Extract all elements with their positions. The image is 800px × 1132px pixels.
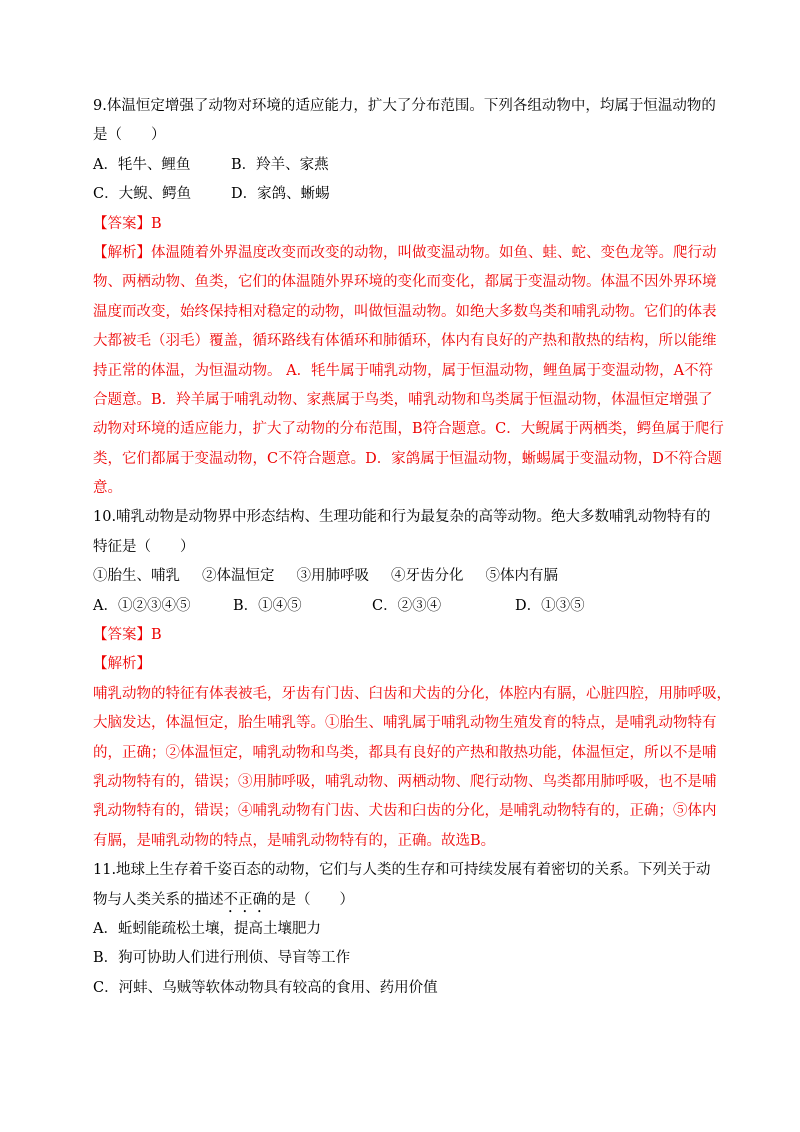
q9-analysis-text: 体温随着外界温度改变而改变的动物，叫做变温动物。如鱼、蛙、蛇、变色龙等。爬行动 bbox=[151, 244, 717, 261]
q10-analysis-line-6: 有膈，是哺乳动物的特点，是哺乳动物特有的，正确。故选B。 bbox=[93, 832, 496, 849]
q11-option-b: B．狗可协助人们进行刑侦、导盲等工作 bbox=[93, 950, 351, 967]
q10-statement-4: ④牙齿分化 bbox=[391, 568, 464, 585]
q11-option-c: C．河蚌、乌贼等软体动物具有较高的食用、药用价值 bbox=[93, 979, 438, 996]
q9-stem-line-1: 9.体温恒定增强了动物对环境的适应能力，扩大了分布范围。下列各组动物中，均属于恒温动物的 bbox=[93, 98, 716, 114]
q9-analysis-line-9: 意。 bbox=[93, 480, 122, 497]
q9-analysis-line-5: 持正常的体温，为恒温动物。 A．牦牛属于哺乳动物，属于恒温动物，鲤鱼属于变温动物，A不符 bbox=[93, 362, 714, 379]
q10-option-a: A．①②③④⑤ bbox=[93, 597, 191, 614]
q9-options-row-2 bbox=[93, 180, 733, 209]
q10-answer-tag: 【答案】 bbox=[93, 627, 151, 644]
q9-analysis-line-7: 动物对环境的适应能力，扩大了动物的分布范围，B符合题意。C．大鲵属于两栖类，鳄鱼属于爬行 bbox=[93, 421, 724, 438]
q9-analysis-line-1 bbox=[93, 239, 733, 268]
q10-answer bbox=[93, 621, 733, 650]
q9-stem-line-2: 是（ ） bbox=[93, 127, 166, 144]
q11-option-a: A．蚯蚓能疏松土壤，提高土壤肥力 bbox=[93, 920, 321, 937]
q10-analysis-tag: 【解析】 bbox=[93, 656, 151, 673]
q9-answer bbox=[93, 210, 733, 239]
q10-analysis-line-1: 哺乳动物的特征有体表被毛，牙齿有门齿、臼齿和犬齿的分化，体腔内有膈，心脏四腔，用肺呼吸， bbox=[93, 685, 731, 702]
q9-analysis-line-2: 物、两栖动物、鱼类，它们的体温随外界环境的变化而变化，都属于变温动物。体温不因外界环境 bbox=[93, 274, 717, 291]
q10-option-c: C．②③④ bbox=[372, 597, 442, 614]
q9-answer-tag: 【答案】 bbox=[93, 215, 151, 232]
q10-analysis-line-2: 大脑发达，体温恒定，胎生哺乳等。①胎生、哺乳属于哺乳动物生殖发育的特点，是哺乳动物特有 bbox=[93, 715, 717, 732]
q11-stem-line-2 bbox=[93, 886, 733, 915]
q10-statement-3: ③用肺呼吸 bbox=[296, 568, 369, 585]
q9-answer-value: B bbox=[151, 215, 162, 232]
q10-statements bbox=[93, 562, 733, 591]
q9-option-a: A．牦牛、鲤鱼 bbox=[93, 156, 191, 173]
q10-stem-line-2: 特征是（ ） bbox=[93, 538, 195, 555]
document-page bbox=[93, 92, 733, 1003]
q9-analysis-line-8: 类，它们都属于变温动物，C不符合题意。D．家鸽属于恒温动物，蜥蜴属于变温动物，D不符合题 bbox=[93, 450, 722, 467]
q10-analysis-line-3: 的，正确；②体温恒定，哺乳动物和鸟类，都具有良好的产热和散热功能，体温恒定，所以不是哺 bbox=[93, 744, 717, 761]
q9-option-b: B．羚羊、家燕 bbox=[231, 156, 329, 173]
q10-statement-1: ①胎生、哺乳 bbox=[93, 568, 180, 585]
q10-option-b: B．①④⑤ bbox=[233, 597, 302, 614]
q11-stem-post: 的是（ ） bbox=[267, 891, 354, 908]
q10-option-d: D．①③⑤ bbox=[515, 597, 585, 614]
q10-statement-2: ②体温恒定 bbox=[202, 568, 275, 585]
q10-statement-5: ⑤体内有膈 bbox=[485, 568, 558, 585]
q11-stem-pre: 物与人类关系的描述 bbox=[93, 891, 224, 908]
q9-analysis-line-6: 合题意。B．羚羊属于哺乳动物、家燕属于鸟类，哺乳动物和鸟类属于恒温动物，体温恒定增强了 bbox=[93, 391, 713, 408]
q9-analysis-line-4: 大都被毛（羽毛）覆盖，循环路线有体循环和肺循环，体内有良好的产热和散热的结构，所以能维 bbox=[93, 333, 717, 350]
q10-answer-value: B bbox=[151, 627, 162, 644]
q10-analysis-line-5: 乳动物特有的，错误；④哺乳动物有门齿、犬齿和臼齿的分化，是哺乳动物特有的，正确；⑤体内 bbox=[93, 803, 717, 820]
q10-stem-line-1: 10.哺乳动物是动物界中形态结构、生理功能和行为最复杂的高等动物。绝大多数哺乳动物特有的 bbox=[93, 509, 711, 526]
q9-analysis-tag: 【解析】 bbox=[93, 244, 151, 261]
q9-option-c: C．大鲵、鳄鱼 bbox=[93, 186, 192, 203]
q9-options-row-1 bbox=[93, 151, 733, 180]
q9-option-d: D．家鸽、蜥蜴 bbox=[231, 186, 330, 203]
q11-stem-line-1: 11.地球上生存着千姿百态的动物，它们与人类的生存和可持续发展有着密切的关系。下列关于动 bbox=[93, 862, 711, 879]
q9-analysis-line-3: 温度而改变，始终保持相对稳定的动物，叫做恒温动物。如绝大多数鸟类和哺乳动物。它们的体表 bbox=[93, 303, 717, 320]
q10-analysis-line-4: 乳动物特有的，错误；③用肺呼吸，哺乳动物、两栖动物、爬行动物、鸟类都用肺呼吸，也不是哺 bbox=[93, 773, 717, 790]
q10-options bbox=[93, 592, 733, 621]
q11-stem-emphasis: 不正确 bbox=[223, 891, 267, 908]
